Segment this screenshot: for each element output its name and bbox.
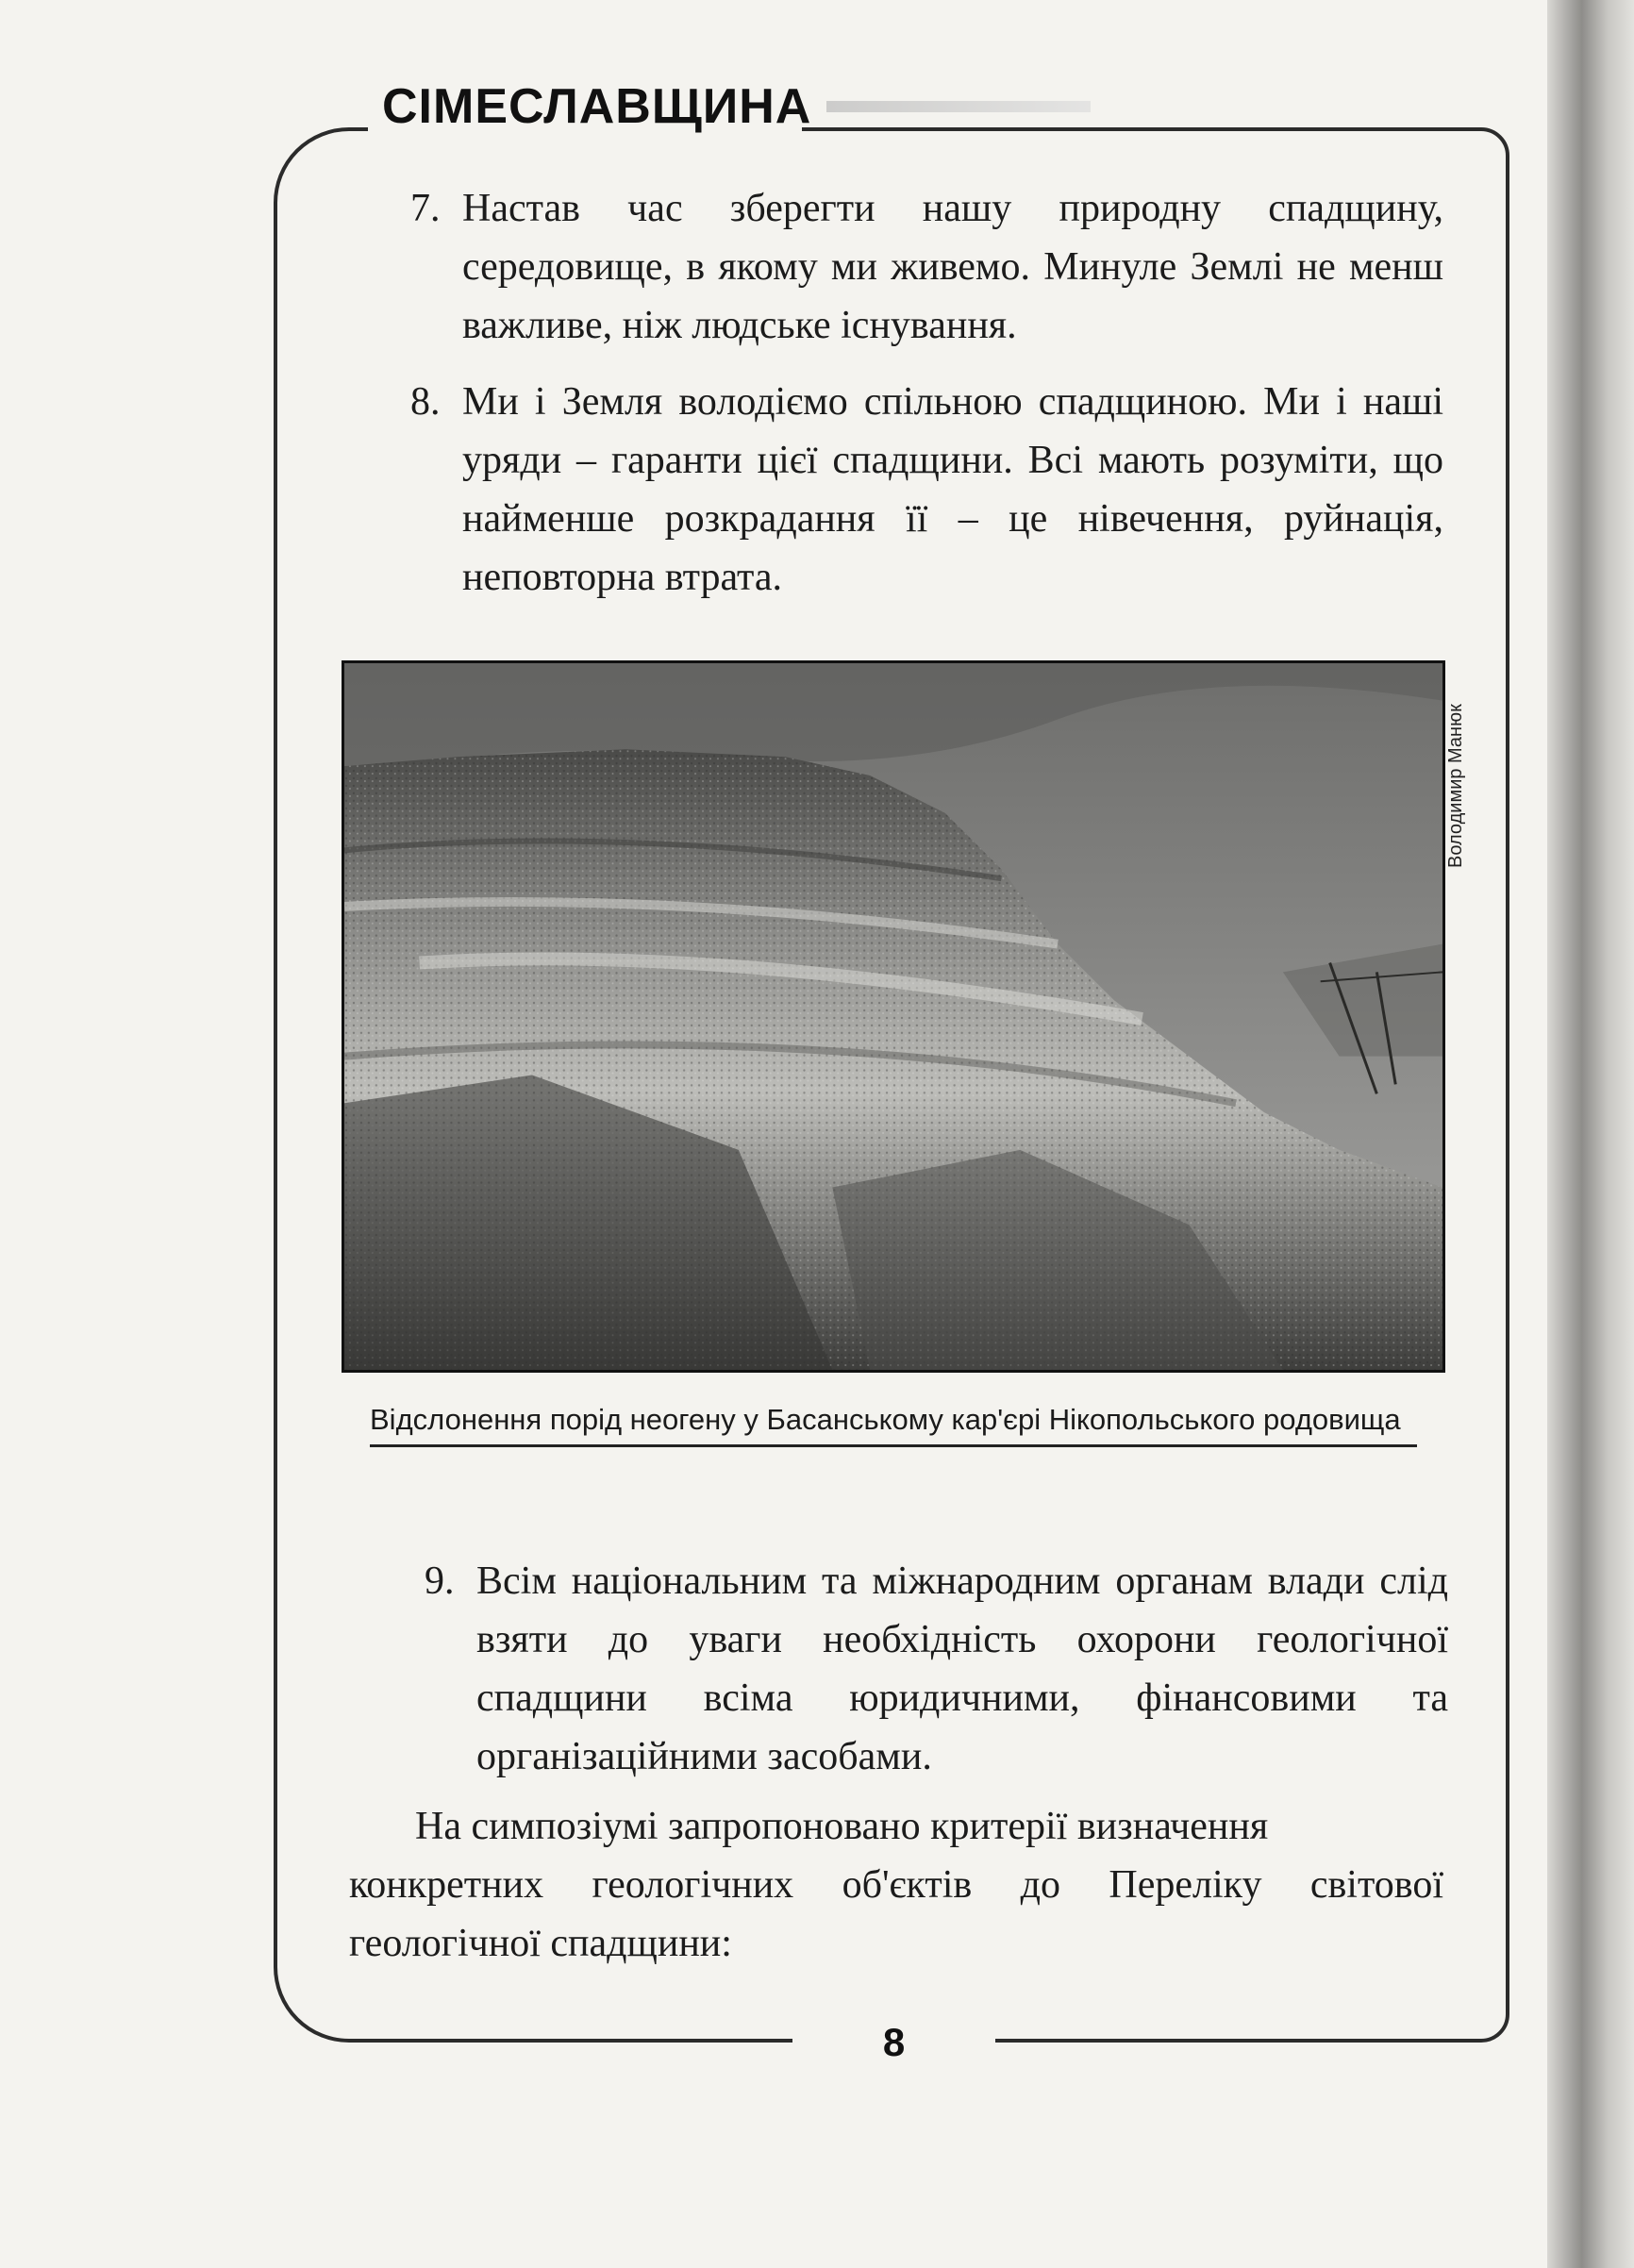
intro-rest: конкретних геологічних об'єктів до Переліку світової геологічної спадщини:	[349, 1863, 1443, 1965]
photo-credit: Володимир Манюк	[1445, 704, 1466, 868]
list-item-9	[425, 1552, 1448, 1786]
book-spine-shadow	[1547, 0, 1634, 2268]
list-item-8	[410, 373, 1443, 607]
list-item-7	[410, 179, 1443, 355]
page-number: 8	[882, 2020, 906, 2064]
intro-paragraph	[349, 1797, 1443, 1973]
item-number: 8.	[410, 380, 441, 424]
figure-caption: Відслонення порід неогену у Басанському кар'єрі Нікопольського родовища	[370, 1403, 1417, 1447]
series-logo	[382, 74, 1091, 140]
logo-text: СІМЕСЛАВЩИНА	[382, 79, 812, 134]
item-text: Ми і Земля володіємо спільною спадщиною. Ми і наші уряди – гаранти цієї спадщини. Всі мають розуміти, що найменше розкрадання її – це нівечення, руйнація, неповторна втрата.	[462, 380, 1443, 599]
item-text: Всім національним та міжнародним органам влади слід взяти до уваги необхідність охорони геологічної спадщини всіма юридичними, фінансовими та організаційними засобами.	[476, 1559, 1448, 1778]
rock-outcrop-image	[344, 663, 1442, 1370]
item-number: 7.	[410, 187, 441, 230]
quarry-photo	[342, 660, 1445, 1373]
intro-first-line: На симпозіумі запропоновано критерії визначення	[415, 1805, 1269, 1848]
item-text: Настав час зберегти нашу природну спадщину, середовище, в якому ми живемо. Минуле Землі не менш важливе, ніж людське існування.	[462, 187, 1443, 347]
item-number: 9.	[425, 1559, 455, 1603]
